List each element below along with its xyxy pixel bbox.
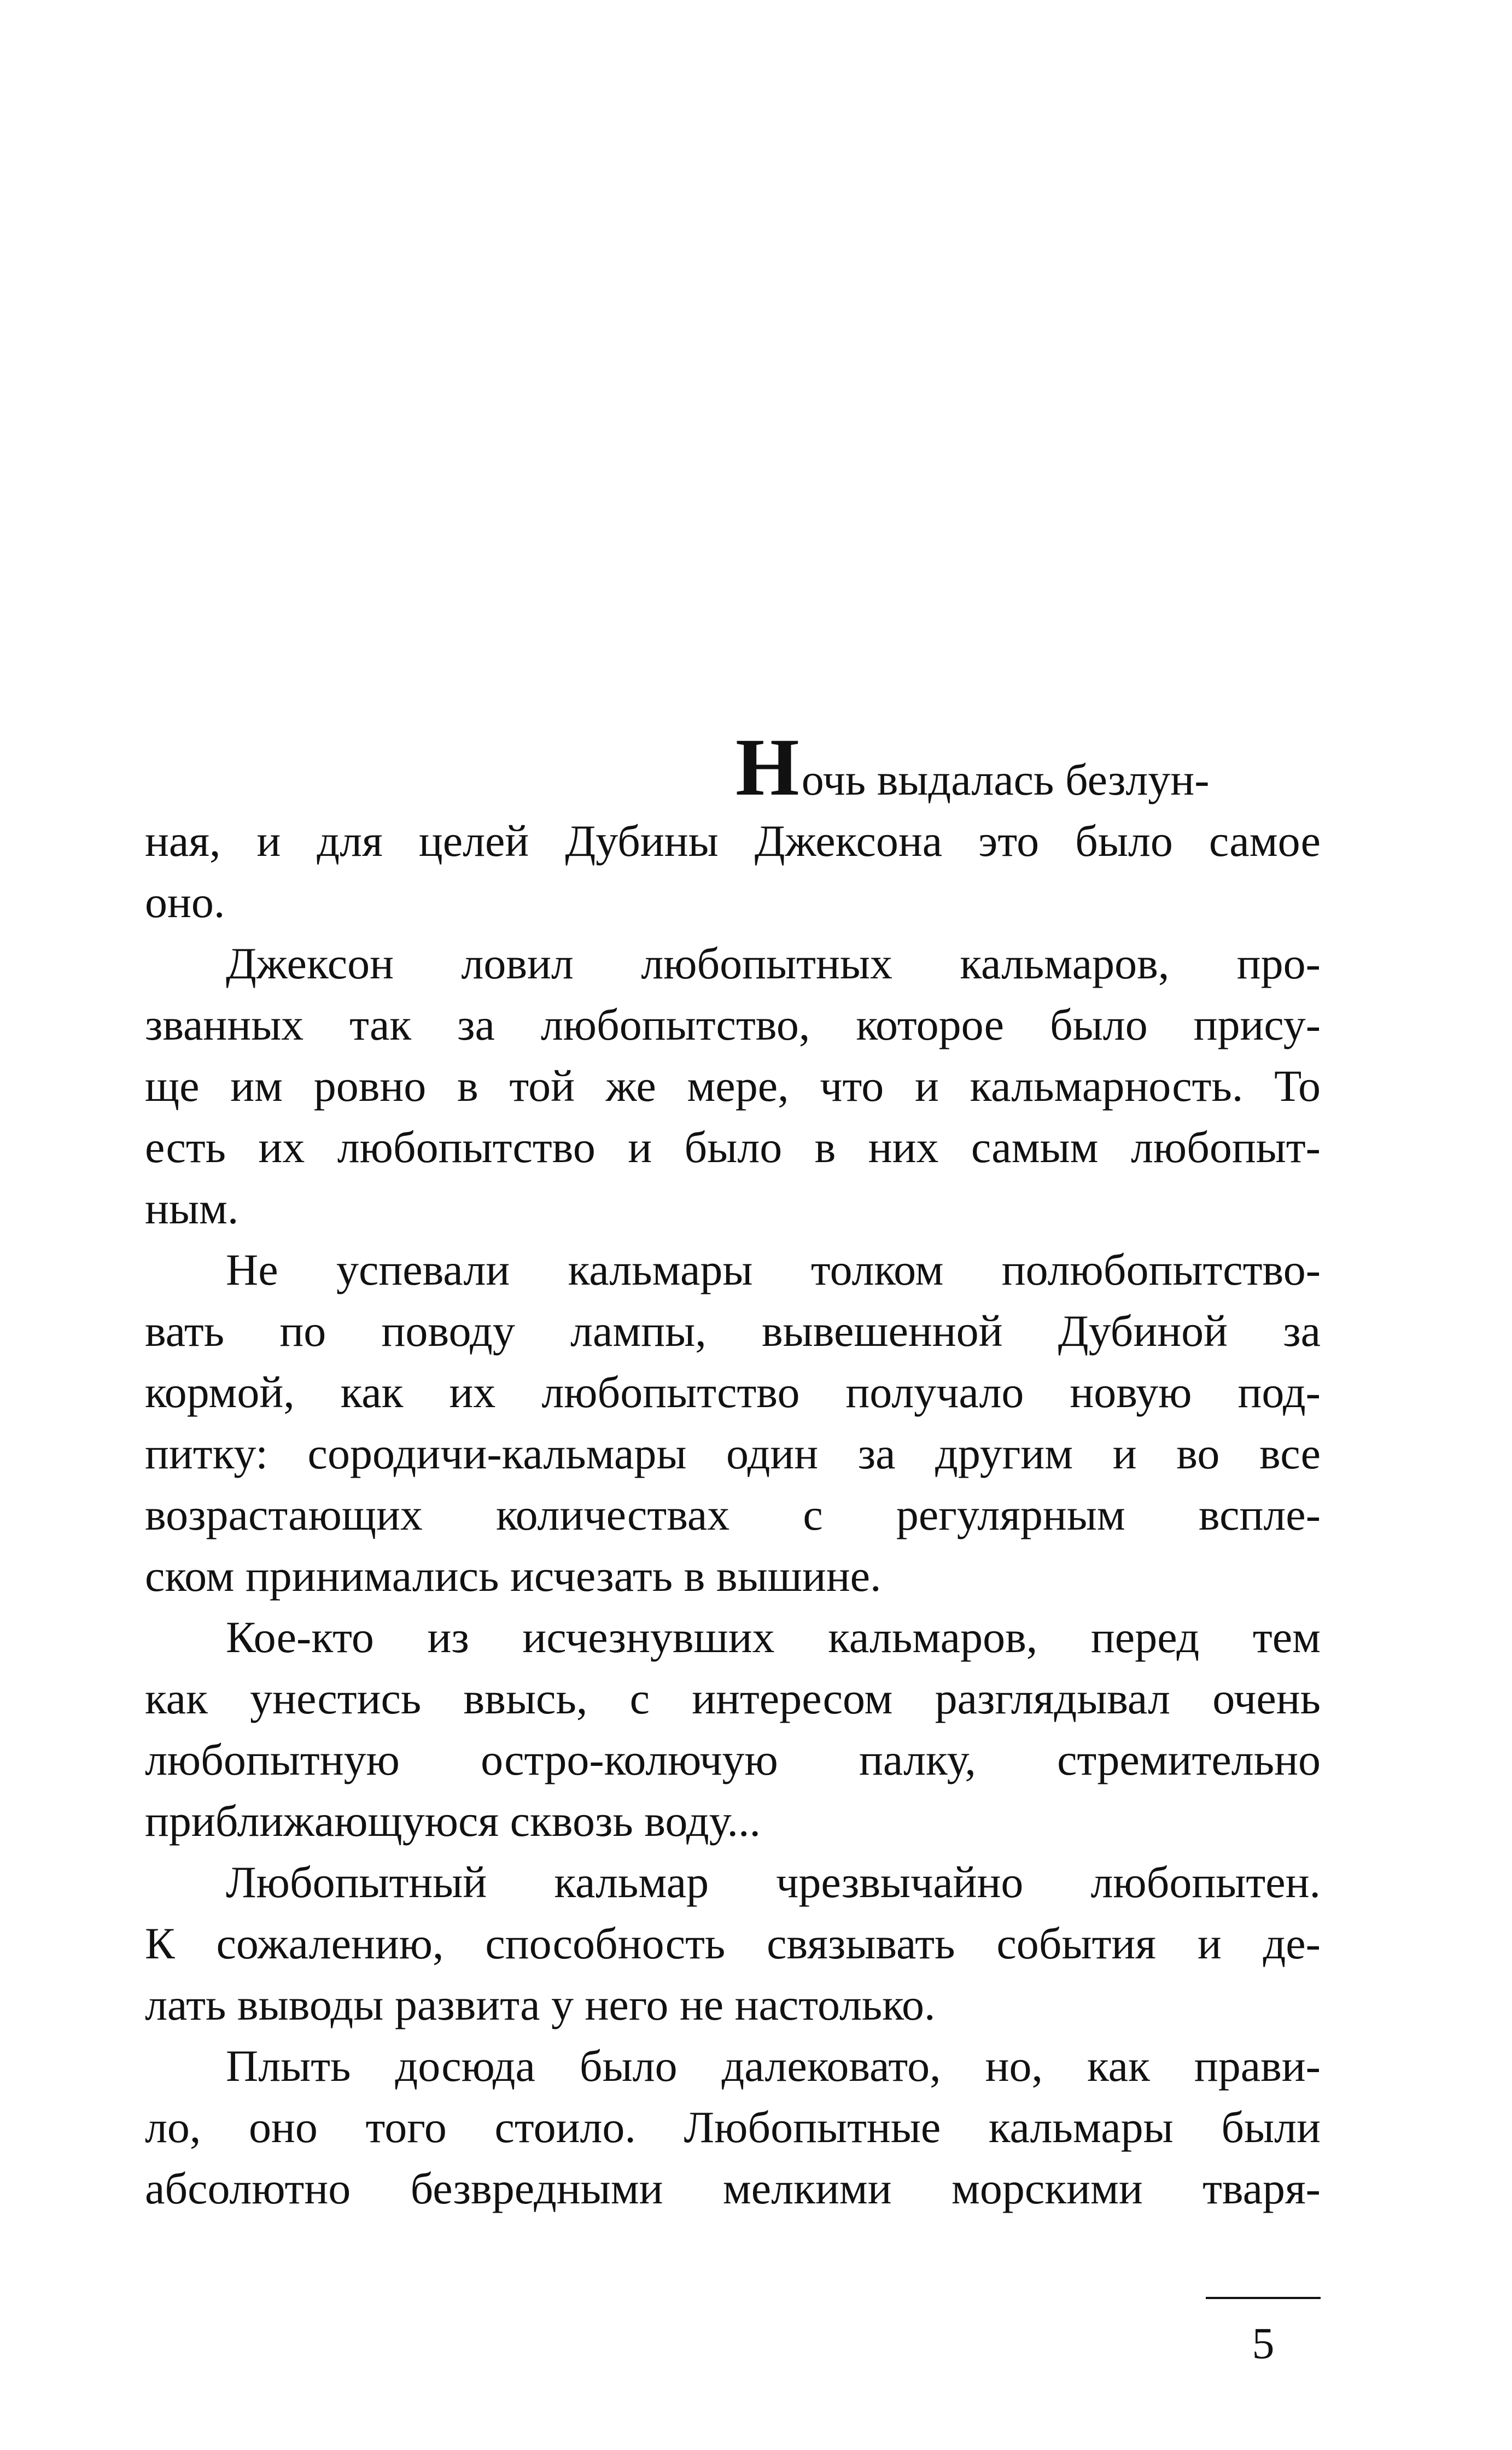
- text-line: Плыть досюда было далековато, но, как прави-: [226, 2041, 1321, 2091]
- text-line: Джексон ловил любопытных кальмаров, про-: [226, 938, 1321, 988]
- text-line: вать по поводу лампы, вывешенной Дубиной за: [145, 1306, 1321, 1356]
- text-line: любопытную остро-колючую палку, стремительно: [145, 1735, 1321, 1784]
- text-line: Любопытный кальмар чрезвычайно любопытен.: [226, 1857, 1321, 1907]
- text-line: лать выводы развита у него не настолько.: [145, 1980, 936, 2029]
- text-line: Не успевали кальмары толком полюбопытство-: [226, 1245, 1321, 1294]
- text-line: ло, оно того стоило. Любопытные кальмары были: [145, 2102, 1321, 2152]
- text-line: Кое-кто из исчезнувших кальмаров, перед тем: [226, 1612, 1321, 1662]
- text-line: кормой, как их любопытство получало новую под-: [145, 1367, 1321, 1417]
- text-line: ная, и для целей Дубины Джексона это было самое: [145, 816, 1321, 866]
- footer-rule: [1206, 2297, 1321, 2299]
- text-lines: [145, 810, 1321, 2219]
- text-line: К сожалению, способность связывать события и де-: [145, 1918, 1321, 1968]
- text-line: званных так за любопытство, которое было прису-: [145, 1000, 1321, 1049]
- text-line: есть их любопытство и было в них самым любопыт-: [145, 1122, 1321, 1172]
- first-line-text: очь выдалась безлун-: [801, 755, 1210, 804]
- text-line: абсолютно безвредными мелкими морскими тваря-: [145, 2163, 1321, 2213]
- text-line: питку: сородичи-кальмары один за другим и во все: [145, 1428, 1321, 1478]
- text-line: оно.: [145, 877, 225, 927]
- body-text: [145, 722, 1321, 2219]
- first-line-wrap: [735, 722, 1210, 813]
- text-line: как унестись ввысь, с интересом разглядывал очень: [145, 1673, 1321, 1723]
- text-line: ще им ровно в той же мере, что и кальмарность. То: [145, 1061, 1321, 1111]
- text-line: возрастающих количествах с регулярным вспле-: [145, 1490, 1321, 1539]
- text-line: приближающуюся сквозь воду...: [145, 1796, 761, 1846]
- drop-cap: Н: [735, 722, 799, 813]
- text-line: ском принимались исчезать в вышине.: [145, 1551, 881, 1601]
- page-number: 5: [1252, 2318, 1275, 2368]
- first-line: [145, 722, 1321, 813]
- text-line: ным.: [145, 1183, 239, 1233]
